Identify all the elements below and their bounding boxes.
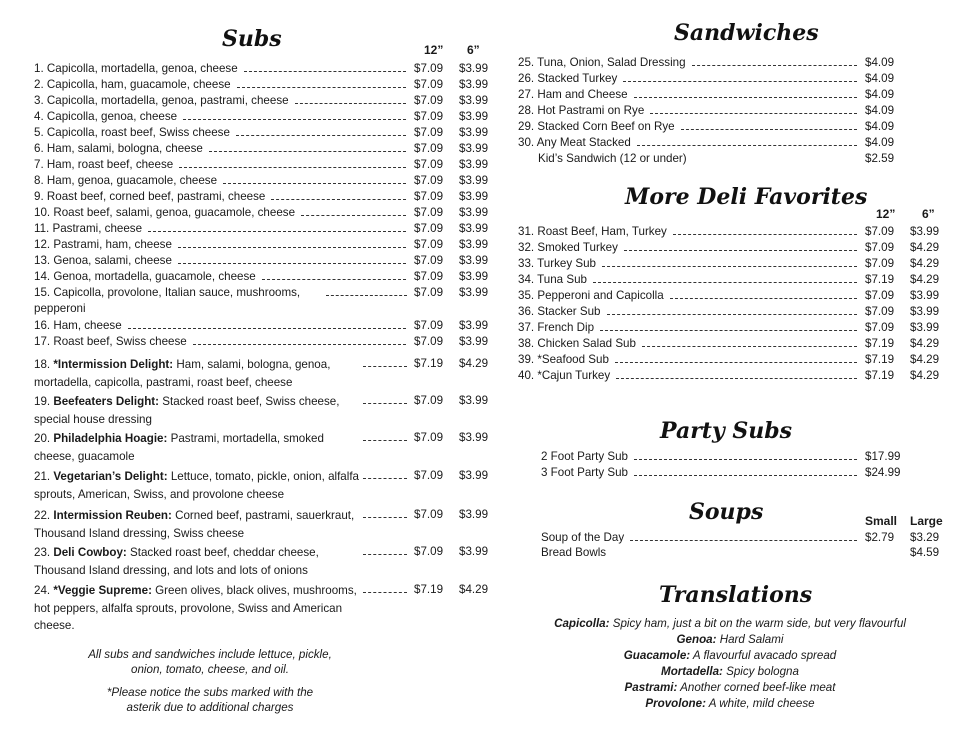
leader-dots: [634, 459, 857, 460]
price-6in: $3.99: [459, 469, 489, 482]
sub-item-title: *Intermission Delight:: [53, 358, 174, 371]
sandwich-price: $4.09: [865, 88, 895, 101]
sub-item-title: *Veggie Supreme:: [53, 584, 152, 597]
translation-definition: A flavourful avacado spread: [690, 649, 837, 662]
leader-dots: [681, 129, 857, 130]
leader-dots: [670, 298, 857, 299]
leader-dots: [363, 366, 407, 367]
leader-dots: [363, 478, 407, 479]
price-6in: $4.29: [459, 583, 489, 596]
sub-item-name: 3. Capicolla, mortadella, genoa, pastrami, cheese: [34, 94, 289, 107]
translation-term: Provolone:: [645, 697, 706, 710]
price-6in: $3.99: [459, 174, 489, 187]
price-12in: $7.09: [414, 254, 444, 267]
leader-dots: [602, 266, 857, 267]
sandwich-name: 30. Any Meat Stacked: [518, 136, 631, 149]
leader-dots: [363, 592, 407, 593]
subs-col-6in: 6”: [467, 43, 480, 57]
price-12in: $7.09: [414, 158, 444, 171]
deli-item-name: 39. *Seafood Sub: [518, 353, 609, 366]
translation-term: Genoa:: [676, 633, 717, 646]
soups-col-small: Small: [865, 514, 898, 528]
sub-item-name: 2. Capicolla, ham, guacamole, cheese: [34, 78, 231, 91]
translation-row: [520, 680, 940, 696]
leader-dots: [615, 362, 857, 363]
soups-title: Soups: [689, 499, 764, 525]
subs-note-included: [30, 647, 390, 677]
price-6in: $3.99: [459, 62, 489, 75]
leader-dots: [600, 330, 857, 331]
leader-dots: [363, 403, 407, 404]
price-12in: $7.09: [414, 319, 444, 332]
price-12in: $7.09: [865, 225, 895, 238]
leader-dots: [244, 71, 406, 72]
price-12in: $7.09: [414, 110, 444, 123]
price-6in: $3.99: [459, 335, 489, 348]
sub-item-name: 1. Capicolla, mortadella, genoa, cheese: [34, 62, 238, 75]
note-line: All subs and sandwiches include lettuce, pickle,: [88, 648, 332, 661]
leader-dots: [363, 554, 407, 555]
sub-item-number: 20.: [34, 432, 54, 445]
price-small: $2.79: [865, 531, 895, 544]
price-12in: $7.09: [414, 286, 444, 299]
sub-item-name: 10. Roast beef, salami, genoa, guacamole, cheese: [34, 206, 296, 219]
sub-item-description: Ham, salami, bologna, genoa, mortadella, capicolla, pastrami, roast beef, cheese: [34, 358, 331, 389]
price-6in: $4.29: [910, 353, 940, 366]
sub-item-name: 17. Roast beef, Swiss cheese: [34, 335, 187, 348]
sub-item-number: 19.: [34, 395, 54, 408]
deli-item-name: 32. Smoked Turkey: [518, 241, 618, 254]
price-6in: $3.99: [459, 126, 489, 139]
sub-item-title: Philadelphia Hoagie:: [53, 432, 168, 445]
price-6in: $3.99: [910, 289, 940, 302]
deli-item-name: 33. Turkey Sub: [518, 257, 596, 270]
leader-dots: [593, 282, 857, 283]
price-6in: $3.99: [459, 222, 489, 235]
leader-dots: [624, 250, 857, 251]
leader-dots: [637, 145, 857, 146]
sub-item-title: Vegetarian’s Delight:: [53, 470, 168, 483]
soups-col-large: Large: [910, 514, 943, 528]
sandwich-name: 25. Tuna, Onion, Salad Dressing: [518, 56, 686, 69]
price-6in: $3.99: [459, 508, 489, 521]
leader-dots: [634, 475, 857, 476]
leader-dots: [607, 314, 858, 315]
leader-dots: [363, 517, 407, 518]
price-12in: $7.09: [414, 431, 444, 444]
price-large: $4.59: [910, 546, 940, 559]
note-line: *Please notice the subs marked with the: [106, 686, 314, 699]
price-12in: $7.09: [414, 222, 444, 235]
deli-col-6in: 6”: [922, 207, 935, 221]
sub-item-name: 11. Pastrami, cheese: [34, 222, 143, 235]
translation-definition: Spicy ham, just a bit on the warm side, but very flavourful: [609, 617, 906, 630]
leader-dots: [271, 199, 406, 200]
price-6in: $3.99: [910, 321, 940, 334]
subs-col-12in: 12”: [424, 43, 444, 57]
sub-item-description: Pastrami, mortadella, smoked cheese, guacamole: [34, 432, 324, 463]
sub-item-name: [34, 582, 364, 635]
translation-term: Capicolla:: [554, 617, 610, 630]
leader-dots: [183, 119, 406, 120]
price-12in: $7.09: [865, 305, 895, 318]
leader-dots: [237, 87, 406, 88]
party-price: $17.99: [865, 450, 901, 463]
leader-dots: [178, 247, 406, 248]
leader-dots: [179, 167, 406, 168]
sub-item-name: 6. Ham, salami, bologna, cheese: [34, 142, 203, 155]
leader-dots: [616, 378, 857, 379]
price-6in: $3.99: [459, 238, 489, 251]
party-price: $24.99: [865, 466, 901, 479]
sub-item-name: 16. Ham, cheese: [34, 319, 122, 332]
deli-item-name: 31. Roast Beef, Ham, Turkey: [518, 225, 667, 238]
subs-note-asterisk: [30, 685, 390, 715]
translation-definition: Hard Salami: [716, 633, 784, 646]
price-6in: $4.29: [910, 241, 940, 254]
price-12in: $7.09: [865, 257, 895, 270]
translation-row: [520, 632, 940, 648]
leader-dots: [650, 113, 857, 114]
sub-item-description: Stacked roast beef, Swiss cheese, special house dressing: [34, 395, 340, 426]
leader-dots: [326, 295, 407, 296]
translation-term: Guacamole:: [623, 649, 691, 662]
sub-item-name: 13. Genoa, salami, cheese: [34, 254, 172, 267]
soup-name: Soup of the Day: [541, 531, 625, 544]
price-12in: $7.09: [865, 289, 895, 302]
price-12in: $7.09: [414, 78, 444, 91]
deli-item-name: 40. *Cajun Turkey: [518, 369, 611, 382]
translation-definition: Spicy bologna: [722, 665, 799, 678]
party-item-name: 2 Foot Party Sub: [541, 450, 628, 463]
price-6in: $3.99: [459, 431, 489, 444]
sub-item-name: 14. Genoa, mortadella, guacamole, cheese: [34, 270, 256, 283]
price-6in: $3.99: [459, 206, 489, 219]
leader-dots: [295, 103, 406, 104]
sub-item-title: Beefeaters Delight:: [53, 395, 160, 408]
sub-item-name: 4. Capicolla, genoa, cheese: [34, 110, 178, 123]
sub-item-description: Green olives, black olives, mushrooms, hot peppers, alfalfa sprouts, provolone, Swiss and American cheese.: [34, 584, 357, 632]
price-6in: $3.99: [459, 142, 489, 155]
soup-name: Bread Bowls: [541, 546, 607, 559]
translation-row: [520, 616, 940, 632]
deli-title: More Deli Favorites: [625, 184, 868, 210]
sub-item-title: Deli Cowboy:: [53, 546, 127, 559]
translations-title: Translations: [659, 582, 813, 608]
price-12in: $7.09: [865, 321, 895, 334]
leader-dots: [301, 215, 406, 216]
price-12in: $7.09: [414, 142, 444, 155]
sub-item-title: Intermission Reuben:: [53, 509, 172, 522]
price-6in: $3.99: [459, 110, 489, 123]
deli-item-name: 38. Chicken Salad Sub: [518, 337, 636, 350]
leader-dots: [223, 183, 406, 184]
sub-item-number: 22.: [34, 509, 54, 522]
price-12in: $7.19: [414, 357, 444, 370]
party-title: Party Subs: [660, 418, 793, 444]
leader-dots: [673, 234, 857, 235]
price-6in: $3.99: [459, 190, 489, 203]
price-6in: $3.99: [459, 286, 489, 299]
price-12in: $7.09: [414, 62, 444, 75]
sandwich-price: $4.09: [865, 72, 895, 85]
price-12in: $7.09: [414, 508, 444, 521]
price-6in: $4.29: [910, 337, 940, 350]
leader-dots: [193, 344, 406, 345]
note-line: onion, tomato, cheese, and oil.: [131, 663, 289, 676]
price-6in: $4.29: [459, 357, 489, 370]
price-6in: $3.99: [910, 305, 940, 318]
price-12in: $7.19: [865, 369, 895, 382]
price-12in: $7.09: [414, 238, 444, 251]
deli-item-name: 36. Stacker Sub: [518, 305, 601, 318]
price-12in: $7.09: [414, 190, 444, 203]
party-item-name: 3 Foot Party Sub: [541, 466, 628, 479]
deli-item-name: 35. Pepperoni and Capicolla: [518, 289, 664, 302]
price-12in: $7.09: [414, 94, 444, 107]
deli-item-name: 34. Tuna Sub: [518, 273, 587, 286]
sandwiches-title: Sandwiches: [674, 20, 819, 46]
price-6in: $3.99: [459, 394, 489, 407]
sub-item-number: 21.: [34, 470, 54, 483]
leader-dots: [209, 151, 406, 152]
sandwich-price: $2.59: [865, 152, 895, 165]
sub-item-name: 8. Ham, genoa, guacamole, cheese: [34, 174, 218, 187]
leader-dots: [623, 81, 857, 82]
leader-dots: [642, 346, 857, 347]
price-12in: $7.09: [414, 545, 444, 558]
leader-dots: [128, 328, 406, 329]
leader-dots: [148, 231, 406, 232]
price-6in: $4.29: [910, 273, 940, 286]
price-6in: $3.99: [459, 319, 489, 332]
sub-item-description: Stacked roast beef, cheddar cheese, Thousand Island dressing, and lots and lots of onions: [34, 546, 319, 577]
price-6in: $3.99: [910, 225, 940, 238]
deli-col-12in: 12”: [876, 207, 896, 221]
sub-item-description: Lettuce, tomato, pickle, onion, alfalfa sprouts, American, Swiss, and provolone cheese: [34, 470, 360, 501]
price-12in: $7.09: [414, 335, 444, 348]
price-6in: $3.99: [459, 545, 489, 558]
deli-item-name: 37. French Dip: [518, 321, 595, 334]
price-12in: $7.09: [414, 469, 444, 482]
sub-item-name: [34, 356, 364, 391]
leader-dots: [634, 97, 857, 98]
sandwich-name: 28. Hot Pastrami on Rye: [518, 104, 645, 117]
translation-row: [520, 648, 940, 664]
sandwich-name: 29. Stacked Corn Beef on Rye: [518, 120, 675, 133]
sandwich-price: $4.09: [865, 104, 895, 117]
price-12in: $7.09: [414, 126, 444, 139]
price-12in: $7.19: [865, 273, 895, 286]
leader-dots: [630, 540, 857, 541]
sandwich-name: 26. Stacked Turkey: [518, 72, 618, 85]
sandwich-price: $4.09: [865, 56, 895, 69]
translation-row: [520, 696, 940, 712]
sub-item-number: 23.: [34, 546, 54, 559]
sub-item-name: [34, 507, 364, 542]
leader-dots: [262, 279, 406, 280]
translation-term: Pastrami:: [624, 681, 678, 694]
sub-item-name: 9. Roast beef, corned beef, pastrami, cheese: [34, 190, 266, 203]
sub-item-number: 18.: [34, 358, 54, 371]
sub-item-name: [34, 544, 364, 579]
price-6in: $3.99: [459, 158, 489, 171]
price-6in: $4.29: [910, 369, 940, 382]
price-6in: $3.99: [459, 254, 489, 267]
translation-row: [520, 664, 940, 680]
sub-item-name: [34, 468, 364, 503]
translation-term: Mortadella:: [661, 665, 723, 678]
leader-dots: [692, 65, 857, 66]
price-12in: $7.09: [865, 241, 895, 254]
sandwich-name: 27. Ham and Cheese: [518, 88, 628, 101]
translation-definition: A white, mild cheese: [705, 697, 815, 710]
sandwich-price: $4.09: [865, 120, 895, 133]
sub-item-name: [34, 393, 364, 428]
sub-item-name: 12. Pastrami, ham, cheese: [34, 238, 172, 251]
price-12in: $7.09: [414, 394, 444, 407]
price-6in: $4.29: [910, 257, 940, 270]
note-line: asterik due to additional charges: [126, 701, 294, 714]
sub-item-name: [34, 430, 364, 465]
sub-item-description: Corned beef, pastrami, sauerkraut, Thousand Island dressing, Swiss cheese: [34, 509, 355, 540]
price-12in: $7.19: [865, 337, 895, 350]
price-12in: $7.09: [414, 174, 444, 187]
price-6in: $3.99: [459, 94, 489, 107]
sub-item-name: 5. Capicolla, roast beef, Swiss cheese: [34, 126, 230, 139]
price-12in: $7.09: [414, 270, 444, 283]
sub-item-name: 7. Ham, roast beef, cheese: [34, 158, 174, 171]
sub-item-number: 24.: [34, 584, 54, 597]
price-large: $3.29: [910, 531, 940, 544]
leader-dots: [236, 135, 406, 136]
price-12in: $7.09: [414, 206, 444, 219]
subs-title: Subs: [222, 26, 282, 52]
price-12in: $7.19: [414, 583, 444, 596]
sandwich-price: $4.09: [865, 136, 895, 149]
sub-item-name: 15. Capicolla, provolone, Italian sauce, mushrooms, pepperoni: [34, 286, 301, 315]
sandwich-name: Kid’s Sandwich (12 or under): [538, 152, 687, 165]
leader-dots: [178, 263, 406, 264]
price-12in: $7.19: [865, 353, 895, 366]
leader-dots: [363, 440, 407, 441]
price-6in: $3.99: [459, 270, 489, 283]
translation-definition: Another corned beef-like meat: [677, 681, 836, 694]
price-6in: $3.99: [459, 78, 489, 91]
